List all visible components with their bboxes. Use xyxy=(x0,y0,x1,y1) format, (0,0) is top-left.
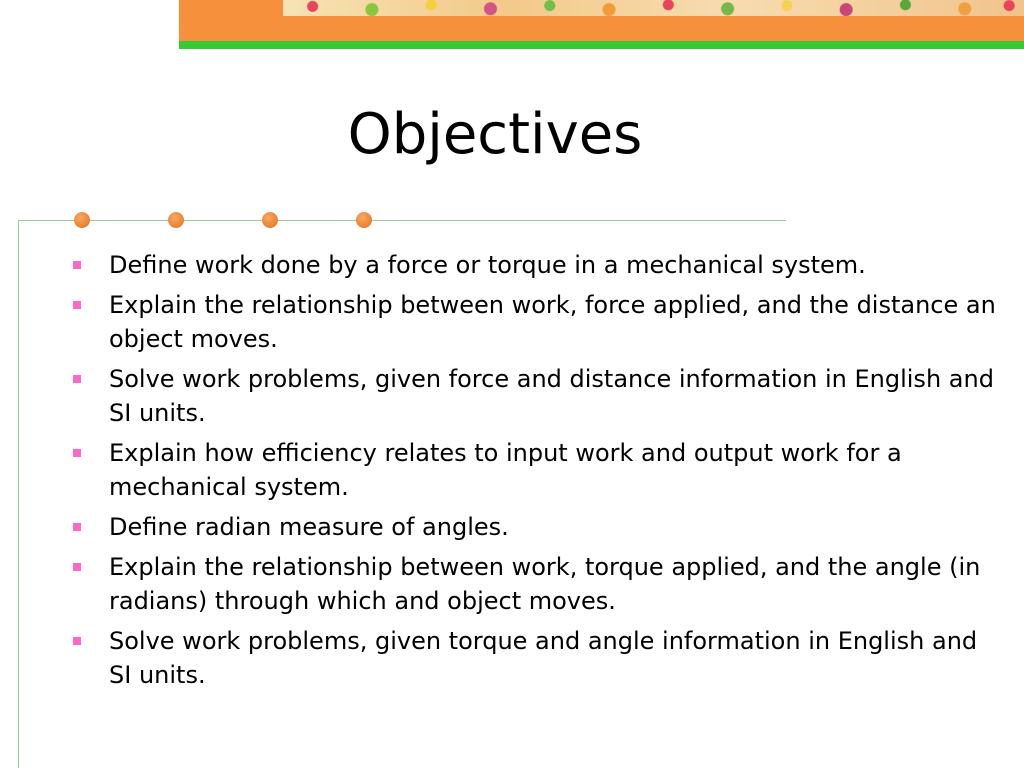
divider-dot-3 xyxy=(262,212,278,228)
list-item xyxy=(0,624,1000,692)
square-bullet-icon xyxy=(73,449,81,457)
list-item xyxy=(0,510,1000,544)
list-item-text: Explain the relationship between work, force applied, and the distance an object moves. xyxy=(109,291,996,353)
list-item-text: Solve work problems, given torque and angle information in English and SI units. xyxy=(109,627,978,689)
square-bullet-icon xyxy=(73,261,81,269)
square-bullet-icon xyxy=(73,523,81,531)
square-bullet-icon xyxy=(73,637,81,645)
square-bullet-icon xyxy=(73,563,81,571)
list-item xyxy=(0,288,1000,356)
divider-dot-4 xyxy=(356,212,372,228)
list-item xyxy=(0,248,1000,282)
list-item-text: Explain the relationship between work, torque applied, and the angle (in radians) through which and object moves. xyxy=(109,553,981,615)
header-green-stripe xyxy=(179,41,1024,49)
list-item xyxy=(0,362,1000,430)
slide-title: Objectives xyxy=(347,102,643,167)
divider-dot-1 xyxy=(74,212,90,228)
list-item xyxy=(0,436,1000,504)
divider-dot-2 xyxy=(168,212,184,228)
horizontal-divider xyxy=(18,220,786,221)
list-item-text: Define work done by a force or torque in a mechanical system. xyxy=(109,251,866,279)
square-bullet-icon xyxy=(73,375,81,383)
square-bullet-icon xyxy=(73,301,81,309)
objectives-list xyxy=(0,248,1000,698)
floral-banner-image xyxy=(283,0,1024,16)
list-item-text: Define radian measure of angles. xyxy=(109,513,509,541)
list-item-text: Explain how efficiency relates to input work and output work for a mechanical system. xyxy=(109,439,902,501)
list-item-text: Solve work problems, given force and distance information in English and SI units. xyxy=(109,365,994,427)
list-item xyxy=(0,550,1000,618)
